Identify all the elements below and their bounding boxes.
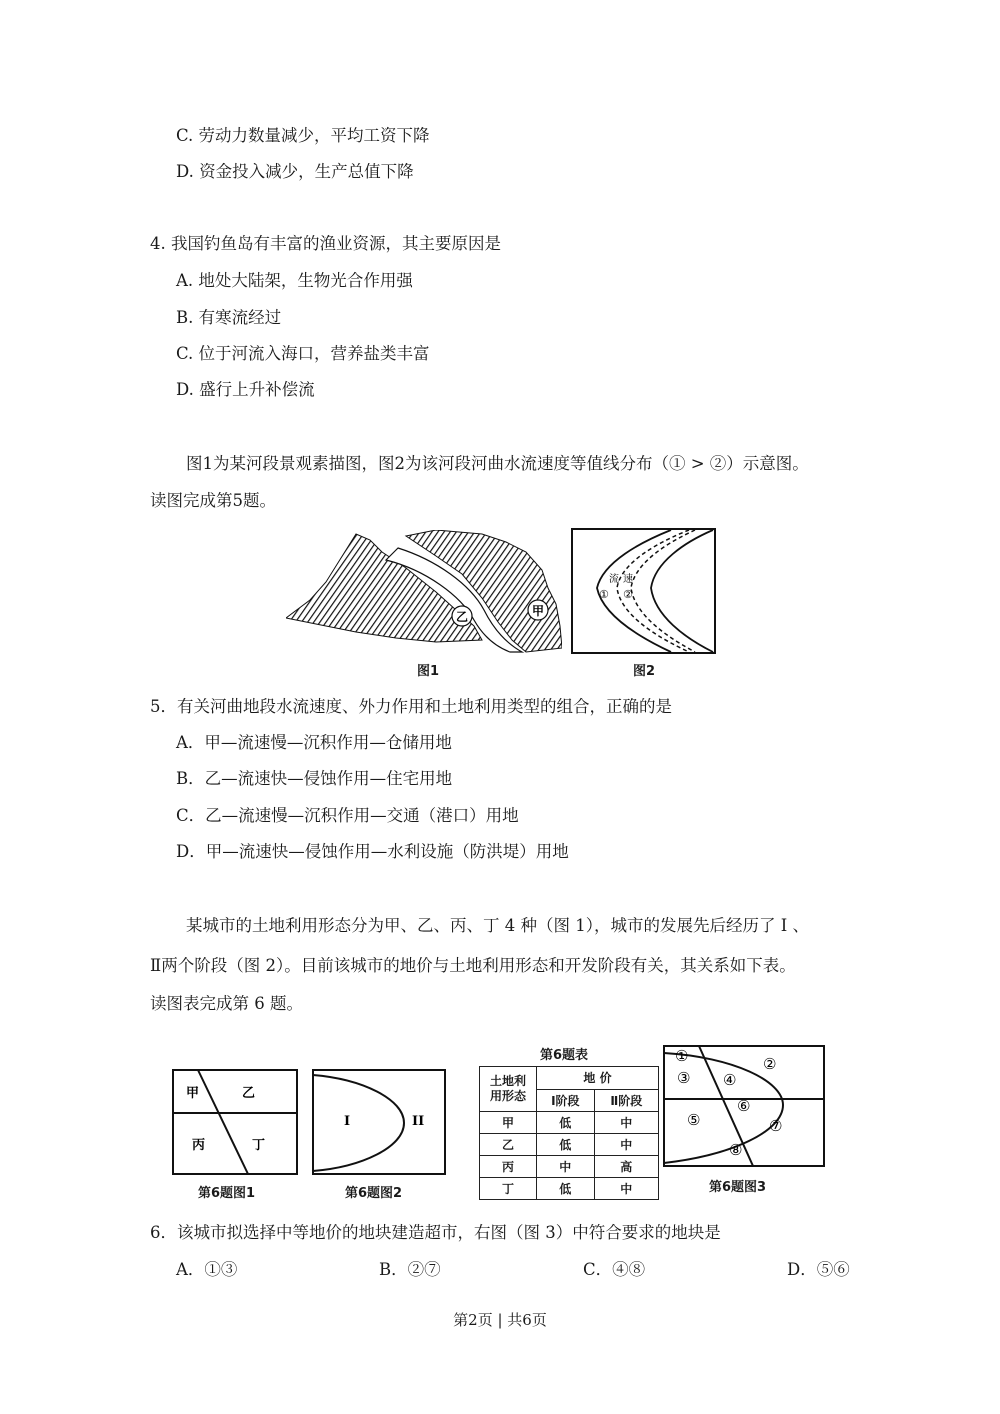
parcel-7: ⑦ <box>769 1117 783 1135</box>
q4-option-d: D. 盛行上升补偿流 <box>176 380 315 399</box>
table-cell-form: 丁 <box>480 1178 537 1200</box>
zone-jia: 甲 <box>186 1086 200 1101</box>
table-cell-stage2: 中 <box>594 1112 658 1134</box>
development-stages-diagram <box>312 1069 446 1175</box>
parcel-8: ⑧ <box>729 1141 743 1159</box>
intro6-line3: 读图表完成第 6 题。 <box>150 994 303 1013</box>
flow-label-1: 流 <box>609 574 619 585</box>
table-cell-stage2: 高 <box>594 1156 658 1178</box>
stage-label-2: II <box>412 1114 425 1129</box>
q6-stem: 6．该城市拟选择中等地价的地块建造超市，右图（图 3）中符合要求的地块是 <box>150 1223 721 1242</box>
parcel-6: ⑥ <box>737 1097 751 1115</box>
q3-option-c: C. 劳动力数量减少，平均工资下降 <box>176 126 430 145</box>
q6-option-c: C．④⑧ <box>583 1260 646 1279</box>
isoline-label-2: ② <box>623 588 633 601</box>
intro6-line2: Ⅱ两个阶段（图 2）。目前该城市的地价与土地利用形态和开发阶段有关，其关系如下表。 <box>150 956 796 975</box>
marker-jia: 甲 <box>531 604 545 618</box>
parcel-5: ⑤ <box>687 1111 701 1129</box>
table-cell-form: 乙 <box>480 1134 537 1156</box>
table-header-form <box>480 1067 537 1112</box>
table-cell-stage1: 中 <box>537 1156 595 1178</box>
table-cell-stage1: 低 <box>537 1134 595 1156</box>
table-header-stage1: Ⅰ阶段 <box>537 1089 595 1112</box>
flow-speed-diagram <box>571 528 716 654</box>
fig6-caption2: 第6题图2 <box>345 1186 403 1201</box>
page-footer: 第2页 | 共6页 <box>453 1311 547 1329</box>
intro6-line1: 某城市的土地利用形态分为甲、乙、丙、丁 4 种（图 1），城市的发展先后经历了 Ⅰ 、 <box>186 916 809 935</box>
table-row <box>480 1178 659 1200</box>
fig6-caption3: 第6题图3 <box>709 1180 767 1195</box>
parcel-map-diagram <box>663 1045 825 1167</box>
flow-label-2: 速 <box>623 574 633 585</box>
q5-option-c: C．乙—流速慢—沉积作用—交通（港口）用地 <box>176 806 519 825</box>
table-cell-stage2: 中 <box>594 1134 658 1156</box>
isoline-label-1: ① <box>599 588 609 601</box>
fig6-table-title: 第6题表 <box>540 1048 589 1063</box>
q4-option-b: B. 有寒流经过 <box>176 308 282 327</box>
fig6-caption1: 第6题图1 <box>198 1186 256 1201</box>
table-row <box>480 1112 659 1134</box>
q4-option-a: A. 地处大陆架，生物光合作用强 <box>176 271 413 290</box>
zone-ding: 丁 <box>252 1138 266 1153</box>
q5-option-a: A．甲—流速慢—沉积作用—仓储用地 <box>176 733 452 752</box>
q5-option-d: D．甲—流速快—侵蚀作用—水利设施（防洪堤）用地 <box>176 842 569 861</box>
table-cell-form: 甲 <box>480 1112 537 1134</box>
parcel-4: ④ <box>723 1071 737 1089</box>
land-price-table <box>479 1066 659 1200</box>
q6-option-b: B．②⑦ <box>379 1260 441 1279</box>
land-use-zones-diagram <box>172 1069 298 1175</box>
table-header-form-line2: 用形态 <box>489 1089 526 1103</box>
q4-stem: 4. 我国钓鱼岛有丰富的渔业资源，其主要原因是 <box>150 234 501 253</box>
parcel-2: ② <box>763 1055 777 1073</box>
table-header-stage2: Ⅱ阶段 <box>594 1089 658 1112</box>
river-landscape-sketch <box>286 530 562 654</box>
q6-option-a: A．①③ <box>176 1260 238 1279</box>
table-cell-form: 丙 <box>480 1156 537 1178</box>
intro5-line1: 图1为某河段景观素描图，图2为该河段河曲水流速度等值线分布（① > ②）示意图。 <box>186 454 809 473</box>
q5-stem: 5．有关河曲地段水流速度、外力作用和土地利用类型的组合，正确的是 <box>150 697 672 716</box>
q4-option-c: C. 位于河流入海口，营养盐类丰富 <box>176 344 430 363</box>
table-cell-stage1: 低 <box>537 1178 595 1200</box>
marker-yi: 乙 <box>455 610 469 624</box>
fig5-caption1: 图1 <box>417 664 440 679</box>
table-row <box>480 1156 659 1178</box>
fig5-caption2: 图2 <box>633 664 656 679</box>
parcel-3: ③ <box>677 1069 691 1087</box>
intro5-line2: 读图完成第5题。 <box>150 491 276 510</box>
parcel-1: ① <box>675 1047 689 1065</box>
table-cell-stage1: 低 <box>537 1112 595 1134</box>
q5-option-b: B．乙—流速快—侵蚀作用—住宅用地 <box>176 769 453 788</box>
table-header-price: 地 价 <box>537 1067 659 1090</box>
table-row <box>480 1134 659 1156</box>
zone-bing: 丙 <box>192 1138 206 1153</box>
stage-label-1: I <box>344 1114 351 1129</box>
q3-option-d: D. 资金投入减少，生产总值下降 <box>176 162 414 181</box>
table-header-form-line1: 土地利 <box>489 1074 526 1088</box>
q6-option-d: D．⑤⑥ <box>787 1260 850 1279</box>
table-cell-stage2: 中 <box>594 1178 658 1200</box>
zone-yi: 乙 <box>242 1086 256 1101</box>
